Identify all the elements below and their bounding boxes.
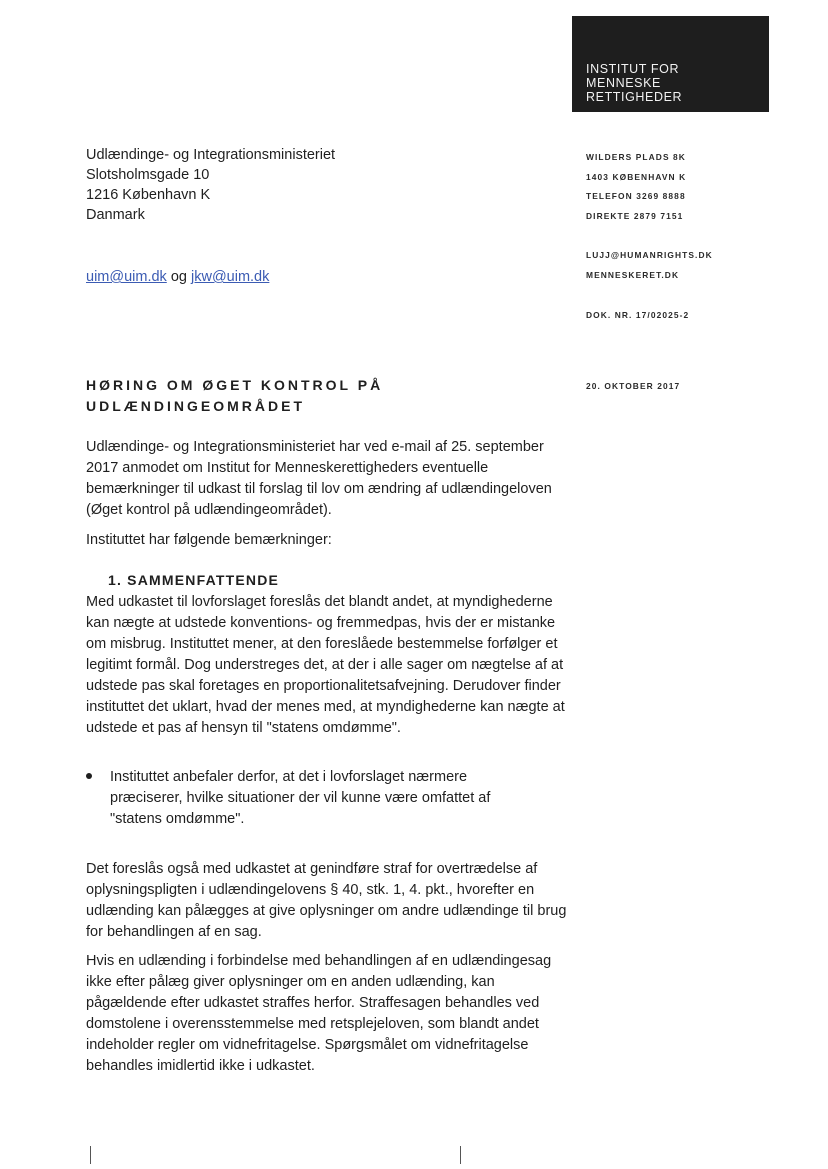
bullet-icon: [86, 773, 92, 779]
title-line-1: HØRING OM ØGET KONTROL PÅ: [86, 377, 384, 393]
logo-text: INSTITUT FOR MENNESKE RETTIGHEDER: [586, 62, 683, 104]
penalty-paragraph: Det foreslås også med udkastet at genindføre straf for overtrædelse af oplysningspligten i udlændingelovens § 40, stk. 1, 4. pkt., hvorefter en udlænding kan pålægges at give oplysninger om andre udlændinge til brug for behandlingen af en sag.: [86, 861, 567, 940]
recipient-street: Slotsholmsgade 10: [86, 167, 210, 183]
remarks-line: Instituttet har følgende bemærkninger:: [86, 532, 332, 548]
recipient-emails: [86, 267, 269, 287]
letter-date: 20. OKTOBER 2017: [586, 381, 681, 391]
sender-web-contact: [586, 246, 713, 285]
bullet-text: Instituttet anbefaler derfor, at det i lovforslaget nærmere præciserer, hvilke situationer der vil kunne være omfattet af "statens omdømme".: [110, 769, 491, 827]
email-connector: og: [170, 269, 187, 285]
section-1-paragraph: Med udkastet til lovforslaget foreslås det blandt andet, at myndighederne kan nægte at udstede konventions- og fremmedpas, hvis der er mistanke om misbrug. Instituttet mener, at den foreslåede bestemmelse forfølger et legitimt formål. Dog understreges det, at der i alle sager om nægtelse af at udstede pas skal foretages en proportionalitetsafvejning. Derudover finder instituttet det uklart, hvad der menes med, at myndighederne kan nægte at udstede et pas af hensyn til "statens omdømme".: [86, 594, 565, 736]
intro-paragraph: Udlændinge- og Integrationsministeriet har ved e-mail af 25. september 2017 anmodet om Institut for Menneskerettigheders eventuelle bemærkninger til udkast til forslag til lov om ændring af udlændingeloven (Øget kontrol på udlændingeområdet).: [86, 439, 552, 518]
title-line-2: UDLÆNDINGEOMRÅDET: [86, 398, 305, 414]
email-link-jkw[interactable]: jkw@uim.dk: [191, 269, 270, 285]
recipient-name: Udlændinge- og Integrationsministeriet: [86, 147, 336, 163]
sender-website: MENNESKERET.DK: [586, 269, 680, 280]
sender-contact: [586, 148, 686, 226]
sender-city: 1403 KØBENHAVN K: [586, 171, 687, 182]
institute-logo: [572, 16, 769, 112]
recipient-address: [86, 145, 335, 225]
scan-mark-right: [460, 1146, 461, 1164]
sender-address: WILDERS PLADS 8K: [586, 152, 686, 162]
section-1-heading: 1. SAMMENFATTENDE: [108, 572, 280, 588]
sender-email: LUJJ@HUMANRIGHTS.DK: [586, 250, 713, 260]
scan-mark-left: [90, 1146, 91, 1164]
sender-direct-phone: DIREKTE 2879 7151: [586, 210, 684, 221]
recipient-city: 1216 København K: [86, 187, 211, 203]
email-link-uim[interactable]: uim@uim.dk: [86, 269, 167, 285]
court-paragraph: Hvis en udlænding i forbindelse med behandlingen af en udlændingesag ikke efter pålæg giver oplysninger om en anden udlænding, kan pågældende efter udkastet straffes herfor. Straffesagen behandles ved domstolene i overensstemmelse med retsplejeloven, som blandt andet indeholder regler om vidnefritagelse. Spørgsmålet om vidnefritagelse behandles imidlertid ikke i udkastet.: [86, 953, 552, 1074]
recipient-country: Danmark: [86, 207, 145, 223]
document-number: DOK. NR. 17/02025-2: [586, 310, 690, 320]
document-title: [86, 375, 383, 417]
sender-phone: TELEFON 3269 8888: [586, 191, 686, 202]
